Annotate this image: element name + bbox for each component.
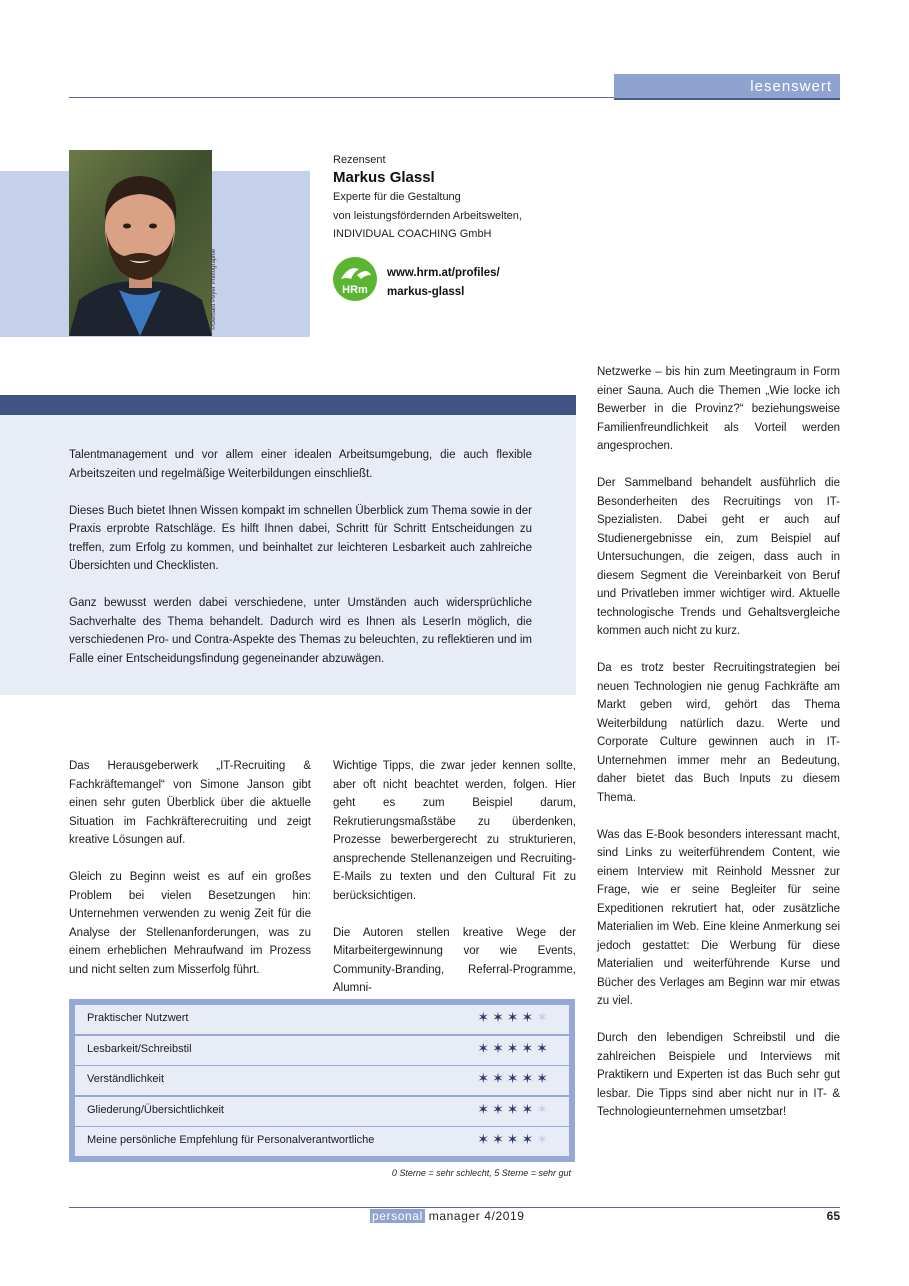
rating-row <box>75 1066 569 1095</box>
column-2 <box>333 757 576 1016</box>
intro-paragraph: Dieses Buch bietet Ihnen Wissen kompakt im schnellen Überblick zum Thema sowie in der Praxis erprobte Ratschläge. Es hilft Ihnen dabei, Schritt für Schritt Entscheidungen zu treffen, zum Erfolg zu kommen, und beinhaltet zur leichteren Lesbarkeit auch zahlreiche Übersichten und Checklisten. <box>69 504 532 572</box>
reviewer-desc-line: von leistungsfördernden Arbeitswelten, <box>333 209 522 222</box>
star-filled-icon: ✶ <box>536 1070 551 1086</box>
page-number: 65 <box>826 1209 840 1223</box>
intro-paragraph: Talentmanagement und vor allem einer idealen Arbeitsumgebung, die auch flexible Arbeitszeiten und regelmäßige Weiterbildungen einschließt. <box>69 449 532 480</box>
top-rule <box>69 97 614 98</box>
star-filled-icon: ✶ <box>506 1100 522 1117</box>
star-filled-icon: ✶ <box>521 1100 537 1117</box>
rating-label: Verständlichkeit <box>87 1073 165 1085</box>
reviewer-portrait <box>69 150 212 336</box>
star-filled-icon: ✶ <box>492 1070 507 1086</box>
star-filled-icon: ✶ <box>536 1039 551 1056</box>
body-paragraph: Netzwerke – bis hin zum Meetingraum in Form einer Sauna. Auch die Themen „Wie locke ich Bewerber in die Provinz?“ beziehungsweise Familienfreundlichkeit als Vorteil werden angesprochen. <box>597 366 840 452</box>
rating-legend: 0 Sterne = sehr schlecht, 5 Sterne = sehr gut <box>391 1168 571 1178</box>
rating-stars <box>477 1040 551 1057</box>
star-filled-icon: ✶ <box>477 1009 493 1025</box>
column-3 <box>597 363 840 1140</box>
star-filled-icon: ✶ <box>521 1070 537 1086</box>
column-1 <box>69 757 311 998</box>
intro-bar <box>0 395 576 415</box>
body-paragraph: Da es trotz bester Recruitingstrategien bei neuen Technologien nie genug Fachkräfte am Markt geben wird, gehört das Thema Weiterbildung natürlich dazu. Werte und Corporate Culture gewinnen auch in IT-Unternehmen immer mehr an Bedeutung, daher bietet das Buch Inputs zu diesem Thema. <box>597 662 840 804</box>
star-filled-icon: ✶ <box>477 1100 493 1117</box>
body-paragraph: Das Herausgeberwerk „IT-Recruiting & Fachkräftemangel“ von Simone Janson gibt einen sehr guten Überblick über die aktuelle Situation im Fachkräfterecruiting und zeigt kreative Lösungen auf. <box>69 760 311 846</box>
rating-stars <box>477 1101 551 1118</box>
rating-list <box>75 1005 569 1156</box>
reviewer-role: Rezensent <box>333 154 386 166</box>
star-filled-icon: ✶ <box>521 1009 537 1025</box>
star-empty-icon: ✶ <box>536 1131 551 1147</box>
body-paragraph: Was das E-Book besonders interessant macht, sind Links zu weiterführendem Content, wie einem Interview mit Reinhold Messner zur Frage, wie er seine Begleiter für seine Expeditionen rekrutiert hat, oder zusätzliche Materialien im Web. Eine kleine Anmerkung sei jedoch gestattet: Die Werbung für diese Materialien und weiterführende Kurse und Bücher des Verlages am Beginn war mir etwas zu viel. <box>597 828 840 1007</box>
star-empty-icon: ✶ <box>536 1009 551 1025</box>
intro-text <box>69 446 532 687</box>
star-filled-icon: ✶ <box>506 1009 522 1025</box>
body-paragraph: Wichtige Tipps, die zwar jeder kennen sollte, aber oft nicht beachtet werden, folgen. Hier geht es zum Beispiel darum, Rekrutierungsmaßstäbe zu überdenken, Prozesse bewerbergerecht zu strukturieren, ansprechende Stellenanzeigen und Recruiting-E-Mails zu texten und den Cultural Fit zu berücksichtigen. <box>333 760 576 902</box>
rating-row <box>75 1036 569 1065</box>
star-filled-icon: ✶ <box>492 1039 507 1056</box>
body-paragraph: Gleich zu Beginn weist es auf ein großes Problem bei vielen Besetzungen hin: Unternehmen verwenden zu wenig Zeit für die Analyse der Stellenanforderungen, was zu einem erheblichen Mehraufwand im Prozess und nicht selten zum Misserfolg führt. <box>69 871 311 976</box>
hrm-logo-text: HRm <box>342 284 368 296</box>
rating-row <box>75 1127 569 1156</box>
rating-row <box>75 1005 569 1034</box>
body-paragraph: Durch den lebendigen Schreibstil und die zahlreichen Beispiele und Interviews mit Praktikern und Experten ist das Buch sehr gut lesbar. Die Tipps sind aber nicht nur in IT- & Technologieunternehmen umsetzbar! <box>597 1032 840 1118</box>
rating-stars <box>477 1131 551 1148</box>
section-tab <box>614 74 840 100</box>
reviewer-desc-line: Experte für die Gestaltung <box>333 191 461 203</box>
star-filled-icon: ✶ <box>477 1070 493 1086</box>
star-filled-icon: ✶ <box>521 1131 537 1147</box>
reviewer-name: Markus Glassl <box>333 169 435 186</box>
rating-stars <box>477 1009 551 1026</box>
star-empty-icon: ✶ <box>536 1100 551 1117</box>
star-filled-icon: ✶ <box>477 1039 493 1056</box>
body-paragraph: Der Sammelband behandelt ausführlich die Besonderheiten des Recruitings von IT-Spezialisten. Dabei geht er auch auf Studienergebnisse ein, zum Beispiel auf Untersuchungen, die zeigen, dass auch in diesem Segment die Vereinbarkeit von Beruf und Privatleben immer wichtiger wird. Aktuelle technologische Trends und Gehaltsvergleiche kommen auch nicht zu kurz. <box>597 477 840 637</box>
footer-issue: manager 4/2019 <box>424 1209 525 1223</box>
rating-label: Lesbarkeit/Schreibstil <box>87 1042 192 1055</box>
bottom-rule <box>69 1207 840 1208</box>
rating-label: Meine persönliche Empfehlung für Personalverantwortliche <box>87 1134 375 1146</box>
rating-box <box>69 999 575 1162</box>
reviewer-desc-line: INDIVIDUAL COACHING GmbH <box>333 228 492 240</box>
body-paragraph: Die Autoren stellen kreative Wege der Mitarbeitergewinnung vor wie Events, Community-Branding, Referral-Programme, Alumni- <box>333 926 576 994</box>
rating-label: Praktischer Nutzwert <box>87 1012 189 1024</box>
star-filled-icon: ✶ <box>506 1131 522 1147</box>
star-filled-icon: ✶ <box>492 1009 507 1025</box>
footer-brand: personal <box>372 1209 423 1223</box>
section-label: lesenswert <box>750 78 832 95</box>
rating-label: Gliederung/Übersichtlichkeit <box>87 1103 224 1116</box>
profile-link-line: www.hrm.at/profiles/ <box>387 267 500 279</box>
reviewer-info <box>333 154 593 244</box>
photo-credit: ©Gerhard Peyer Photographie <box>211 248 217 330</box>
star-filled-icon: ✶ <box>477 1131 493 1147</box>
star-filled-icon: ✶ <box>492 1131 507 1147</box>
rating-row <box>75 1097 569 1126</box>
reviewer-description <box>333 188 593 244</box>
star-filled-icon: ✶ <box>521 1039 537 1056</box>
hrm-logo-icon <box>333 257 377 301</box>
profile-link-line: markus-glassl <box>387 286 465 298</box>
footer-magazine <box>370 1209 525 1223</box>
rating-stars <box>477 1070 551 1087</box>
star-filled-icon: ✶ <box>506 1039 522 1056</box>
star-filled-icon: ✶ <box>492 1100 507 1117</box>
profile-link[interactable] <box>387 264 500 302</box>
star-filled-icon: ✶ <box>506 1070 522 1086</box>
intro-paragraph: Ganz bewusst werden dabei verschiedene, unter Umständen auch widersprüchliche Sachverhalte des Thema behandelt. Dadurch wird es Ihnen als LeserIn möglich, die verschiedenen Pro- und Contra-Aspekte des Themas zu beleuchten, zu reflektieren und im Falle einer Entscheidungsfindung gegeneinander abzuwägen. <box>69 597 532 665</box>
